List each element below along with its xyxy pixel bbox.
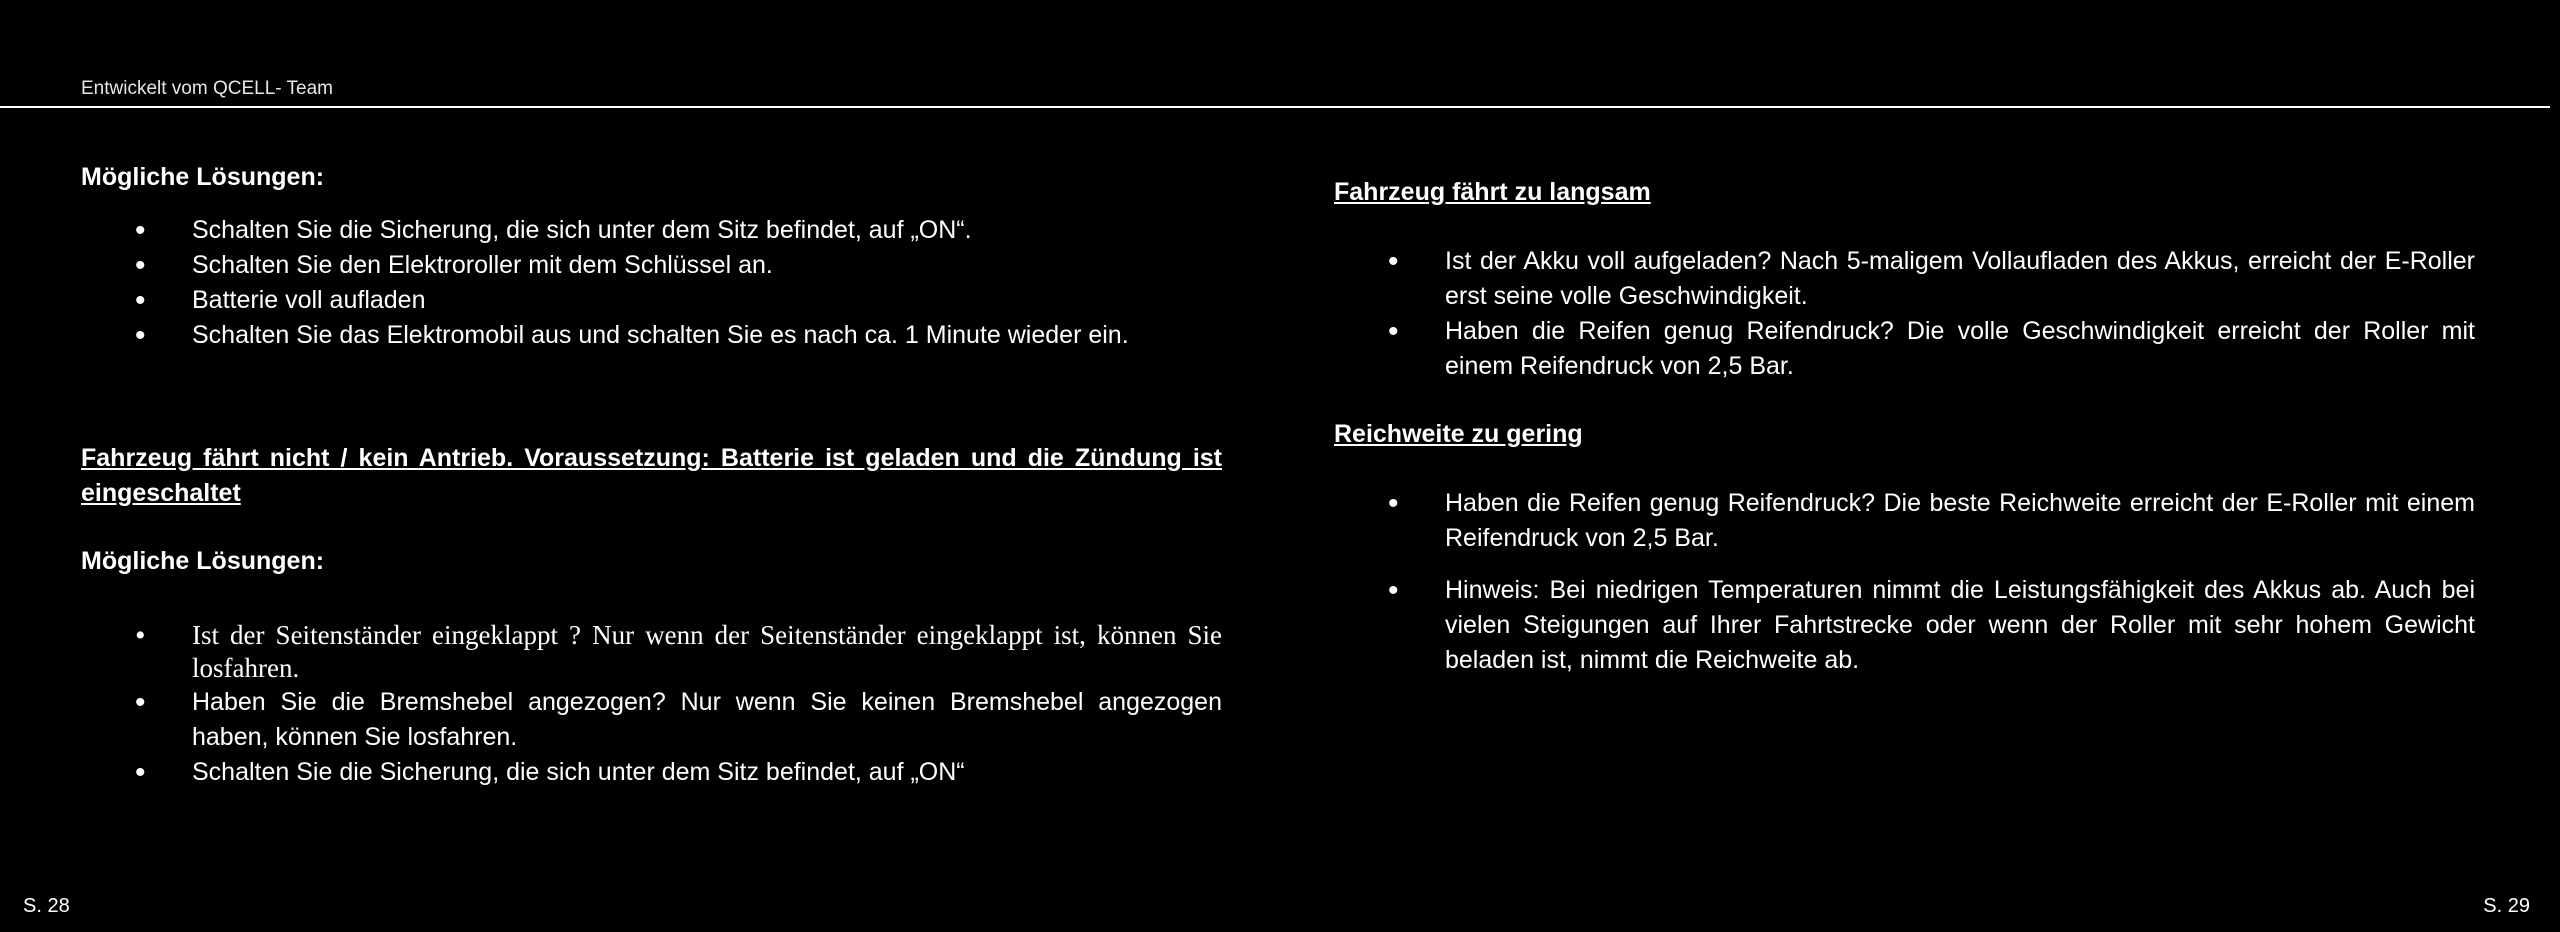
solutions-list-1	[81, 213, 1222, 353]
list-item: • Schalten Sie das Elektromobil aus und schalten Sie es nach ca. 1 Minute wieder ein.	[81, 318, 1222, 353]
right-page-content	[1334, 175, 2475, 678]
solutions-list-2	[81, 619, 1222, 790]
section-heading-no-drive: Fahrzeug fährt nicht / kein Antrieb. Voraussetzung: Batterie ist geladen und die Zündung ist eingeschaltet	[81, 444, 1222, 507]
list-item: • Ist der Akku voll aufgeladen? Nach 5-maligem Vollaufladen des Akkus, erreicht der E-Roller erst seine volle Geschwindigkeit.	[1334, 244, 2475, 314]
list-item: • Batterie voll aufladen	[81, 283, 1222, 318]
list-item: • Haben Sie die Bremshebel angezogen? Nur wenn Sie keinen Bremshebel angezogen haben, können Sie losfahren.	[81, 685, 1222, 755]
left-page-content	[81, 160, 1222, 790]
too-slow-list	[1334, 244, 2475, 384]
section-heading-range: Reichweite zu gering	[1334, 420, 1583, 448]
header-text: Entwickelt vom QCELL- Team	[81, 78, 334, 99]
list-item: • Haben die Reifen genug Reifendruck? Die beste Reichweite erreicht der E-Roller mit einem Reifendruck von 2,5 Bar.	[1334, 486, 2475, 556]
list-item: • Ist der Seitenständer eingeklappt ? Nur wenn der Seitenständer eingeklappt ist, können Sie losfahren.	[81, 619, 1222, 685]
page-number-left: S. 28	[23, 895, 70, 917]
solutions-title-1: Mögliche Lösungen:	[81, 163, 325, 191]
page-number-right: S. 29	[2483, 895, 2530, 917]
list-item: • Schalten Sie die Sicherung, die sich unter dem Sitz befindet, auf „ON“	[81, 755, 1222, 790]
solutions-title-2: Mögliche Lösungen:	[81, 547, 325, 575]
section-heading-too-slow: Fahrzeug fährt zu langsam	[1334, 178, 1651, 206]
header-divider	[0, 106, 2550, 108]
list-item: • Schalten Sie die Sicherung, die sich unter dem Sitz befindet, auf „ON“.	[81, 213, 1222, 248]
list-item: • Schalten Sie den Elektroroller mit dem Schlüssel an.	[81, 248, 1222, 283]
range-list	[1334, 486, 2475, 678]
list-item: • Haben die Reifen genug Reifendruck? Die volle Geschwindigkeit erreicht der Roller mit einem Reifendruck von 2,5 Bar.	[1334, 314, 2475, 384]
list-item: • Hinweis: Bei niedrigen Temperaturen nimmt die Leistungsfähigkeit des Akkus ab. Auch bei vielen Steigungen auf Ihrer Fahrtstrecke oder wenn der Roller mit sehr hohem Gewicht beladen ist, nimmt die Reichweite ab.	[1334, 573, 2475, 678]
